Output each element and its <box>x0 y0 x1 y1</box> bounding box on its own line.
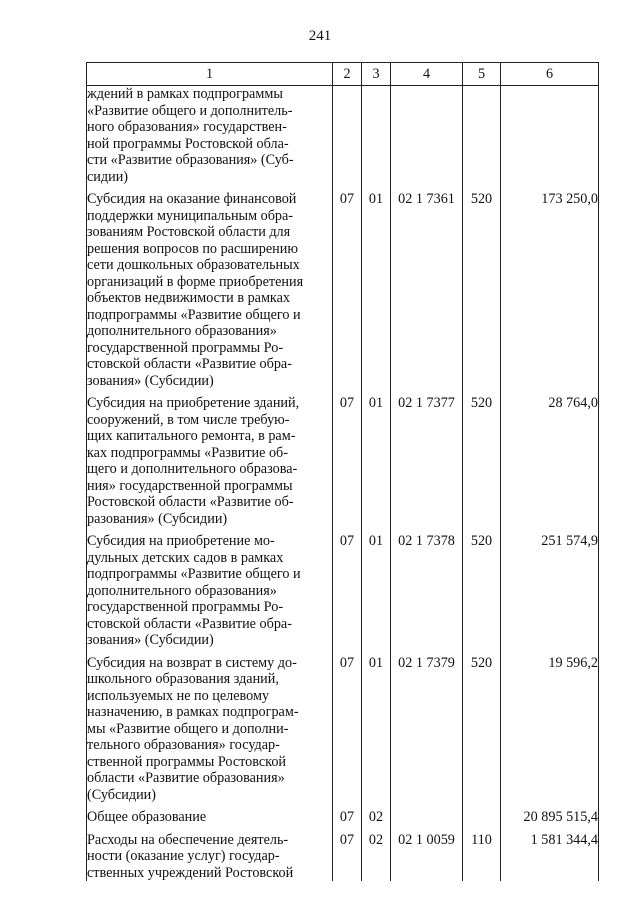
row-target-code <box>391 86 463 186</box>
row-section <box>333 86 362 186</box>
row-section: 07 <box>333 185 362 389</box>
row-target-code: 02 1 7377 <box>391 389 463 527</box>
row-expense-type: 520 <box>463 389 501 527</box>
row-target-code: 02 1 7379 <box>391 649 463 804</box>
header-cell-1: 1 <box>87 63 333 86</box>
row-section: 07 <box>333 803 362 826</box>
row-target-code: 02 1 7378 <box>391 527 463 649</box>
row-subsection: 01 <box>362 527 391 649</box>
header-cell-6: 6 <box>501 63 599 86</box>
page-number: 241 <box>308 28 332 44</box>
row-expense-type <box>463 803 501 826</box>
row-section: 07 <box>333 527 362 649</box>
row-section: 07 <box>333 826 362 882</box>
row-amount: 19 596,2 <box>501 649 599 804</box>
table-row <box>87 803 599 826</box>
row-description: Субсидия на приобретение мо- дульных детских садов в рамках подпрограммы «Развитие общего и дополнительного образования» государственной программы Ро- стовской области «Развитие обра- зования» (Субсидии) <box>87 527 333 649</box>
row-expense-type: 520 <box>463 649 501 804</box>
table-header-row <box>87 63 599 86</box>
row-amount: 251 574,9 <box>501 527 599 649</box>
row-description: Субсидия на оказание финансовой поддержки муниципальным обра- зованиям Ростовской области для решения вопросов по расширению сети дошкольных образовательных организаций в форме приобретения объектов недвижимости в рамках подпрограммы «Развитие общего и дополнительного образования» государственной программы Ро- стовской области «Развитие обра- зования» (Субсидии) <box>87 185 333 389</box>
row-target-code: 02 1 0059 <box>391 826 463 882</box>
header-cell-5: 5 <box>463 63 501 86</box>
table-row <box>87 826 599 882</box>
row-subsection: 02 <box>362 826 391 882</box>
header-cell-4: 4 <box>391 63 463 86</box>
budget-table <box>86 62 599 881</box>
header-cell-2: 2 <box>333 63 362 86</box>
row-target-code: 02 1 7361 <box>391 185 463 389</box>
row-expense-type: 520 <box>463 527 501 649</box>
row-section: 07 <box>333 389 362 527</box>
table-row <box>87 389 599 527</box>
table-row <box>87 527 599 649</box>
table-row <box>87 185 599 389</box>
table-row <box>87 649 599 804</box>
row-expense-type <box>463 86 501 186</box>
row-expense-type: 520 <box>463 185 501 389</box>
row-amount: 1 581 344,4 <box>501 826 599 882</box>
row-subsection: 01 <box>362 649 391 804</box>
row-subsection <box>362 86 391 186</box>
row-target-code <box>391 803 463 826</box>
row-description: Общее образование <box>87 803 333 826</box>
row-expense-type: 110 <box>463 826 501 882</box>
table-row <box>87 86 599 186</box>
row-amount: 20 895 515,4 <box>501 803 599 826</box>
row-description: Расходы на обеспечение деятель- ности (оказание услуг) государ- ственных учреждений Ростовской <box>87 826 333 882</box>
row-description: ждений в рамках подпрограммы «Развитие общего и дополнитель- ного образования» государствен- ной программы Ростовской обла- сти «Развитие образования» (Суб- сидии) <box>87 86 333 186</box>
row-section: 07 <box>333 649 362 804</box>
row-amount: 173 250,0 <box>501 185 599 389</box>
row-amount <box>501 86 599 186</box>
row-description: Субсидия на возврат в систему до- школьного образования зданий, используемых не по целевому назначению, в рамках подпрограм- мы «Развитие общего и дополни- тельного образования» государ- ственной программы Ростовской области «Развитие образования» (Субсидии) <box>87 649 333 804</box>
row-description: Субсидия на приобретение зданий, сооружений, в том числе требую- щих капитального ремонта, в рам- ках подпрограммы «Развитие об- щего и дополнительного образова- ния» государственной программы Ростовской области «Развитие об- разования» (Субсидии) <box>87 389 333 527</box>
row-subsection: 01 <box>362 389 391 527</box>
row-amount: 28 764,0 <box>501 389 599 527</box>
row-subsection: 01 <box>362 185 391 389</box>
header-cell-3: 3 <box>362 63 391 86</box>
row-subsection: 02 <box>362 803 391 826</box>
